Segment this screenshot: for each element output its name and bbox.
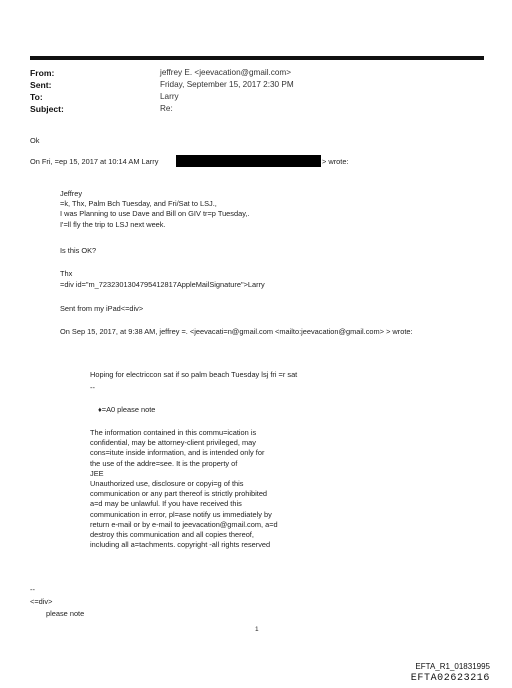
disclaimer-line: JEE [90, 468, 104, 478]
disclaimer-line: The information contained in this commu=ication is [90, 428, 257, 437]
disclaimer-line: confidential, may be attorney-client privileged, may [90, 438, 256, 448]
signature-line: =div id="m_7232301304795412817AppleMailSignature">Larry [60, 280, 265, 289]
nested-intro: On Sep 15, 2017, at 9:38 AM, jeffrey =. <jeevacati=n@gmail.com <mailto:jeevacation@gmail.com> > wrote: [60, 327, 413, 336]
larry-line: I was Planning to use Dave and Bill on GIV tr=p Tuesday,. [60, 209, 250, 219]
sent-from-text: Sent from my iPad<=div> [60, 304, 144, 313]
please-note-line: ♦=A0 please note [98, 405, 156, 414]
to-value: Larry [160, 92, 179, 101]
larry-message [60, 189, 249, 230]
trailing-dashes: -- [30, 585, 35, 594]
page-number: 1 [255, 626, 259, 633]
larry-line: I'=ll fly the trip to LSJ next week. [60, 219, 166, 229]
please-note-closing: please note [46, 609, 85, 618]
quote-intro-end: > wrote: [322, 157, 349, 166]
question-text: Is this OK? [60, 246, 97, 255]
disclaimer-line: communication or any part thereof is strictly prohibited [90, 489, 268, 499]
disclaimer-block [90, 428, 278, 550]
disclaimer-line: Unauthorized use, disclosure or copyi=g of this [90, 479, 244, 489]
disclaimer-line: including all a=tachments. copyright -all rights reserved [90, 540, 271, 550]
dashes: -- [90, 383, 95, 392]
sent-label: Sent: [30, 80, 52, 90]
from-label: From: [30, 68, 55, 78]
subject-label: Subject: [30, 104, 64, 114]
footer-ref-2: EFTA02623216 [410, 673, 490, 684]
to-label: To: [30, 92, 43, 102]
disclaimer-line: return e-mail or by e-mail to jeevacation@gmail.com, a=d [90, 519, 278, 529]
larry-line: =k, Thx, Palm Bch Tuesday, and Fri/Sat to LSJ., [60, 199, 217, 209]
jeffrey-message: Hoping for electriccon sat if so palm beach Tuesday lsj fri =r sat [90, 370, 298, 379]
trailing-div: <=div> [30, 597, 53, 606]
disclaimer-line: a=d may be unlawful. If you have received this [90, 499, 242, 509]
from-value: jeffrey E. <jeevacation@gmail.com> [160, 68, 292, 77]
subject-value: Re: [160, 104, 173, 113]
redaction-box [176, 155, 321, 167]
disclaimer-line: destroy this communication and all copies thereof, [90, 530, 254, 540]
disclaimer-line: communication in error, pl=ase notify us immediately by [90, 509, 272, 519]
sent-value: Friday, September 15, 2017 2:30 PM [160, 80, 294, 89]
header-rule [30, 56, 484, 60]
footer-ref-1: EFTA_R1_01831995 [415, 662, 490, 671]
quote-intro: On Fri, =ep 15, 2017 at 10:14 AM Larry [30, 157, 159, 166]
reply-text: Ok [30, 136, 40, 145]
larry-line: Jeffrey [60, 189, 83, 198]
disclaimer-line: the use of the addre=see. It is the property of [90, 458, 238, 468]
disclaimer-line: cons=itute inside information, and is intended only for [90, 448, 265, 458]
thx-text: Thx [60, 269, 73, 278]
